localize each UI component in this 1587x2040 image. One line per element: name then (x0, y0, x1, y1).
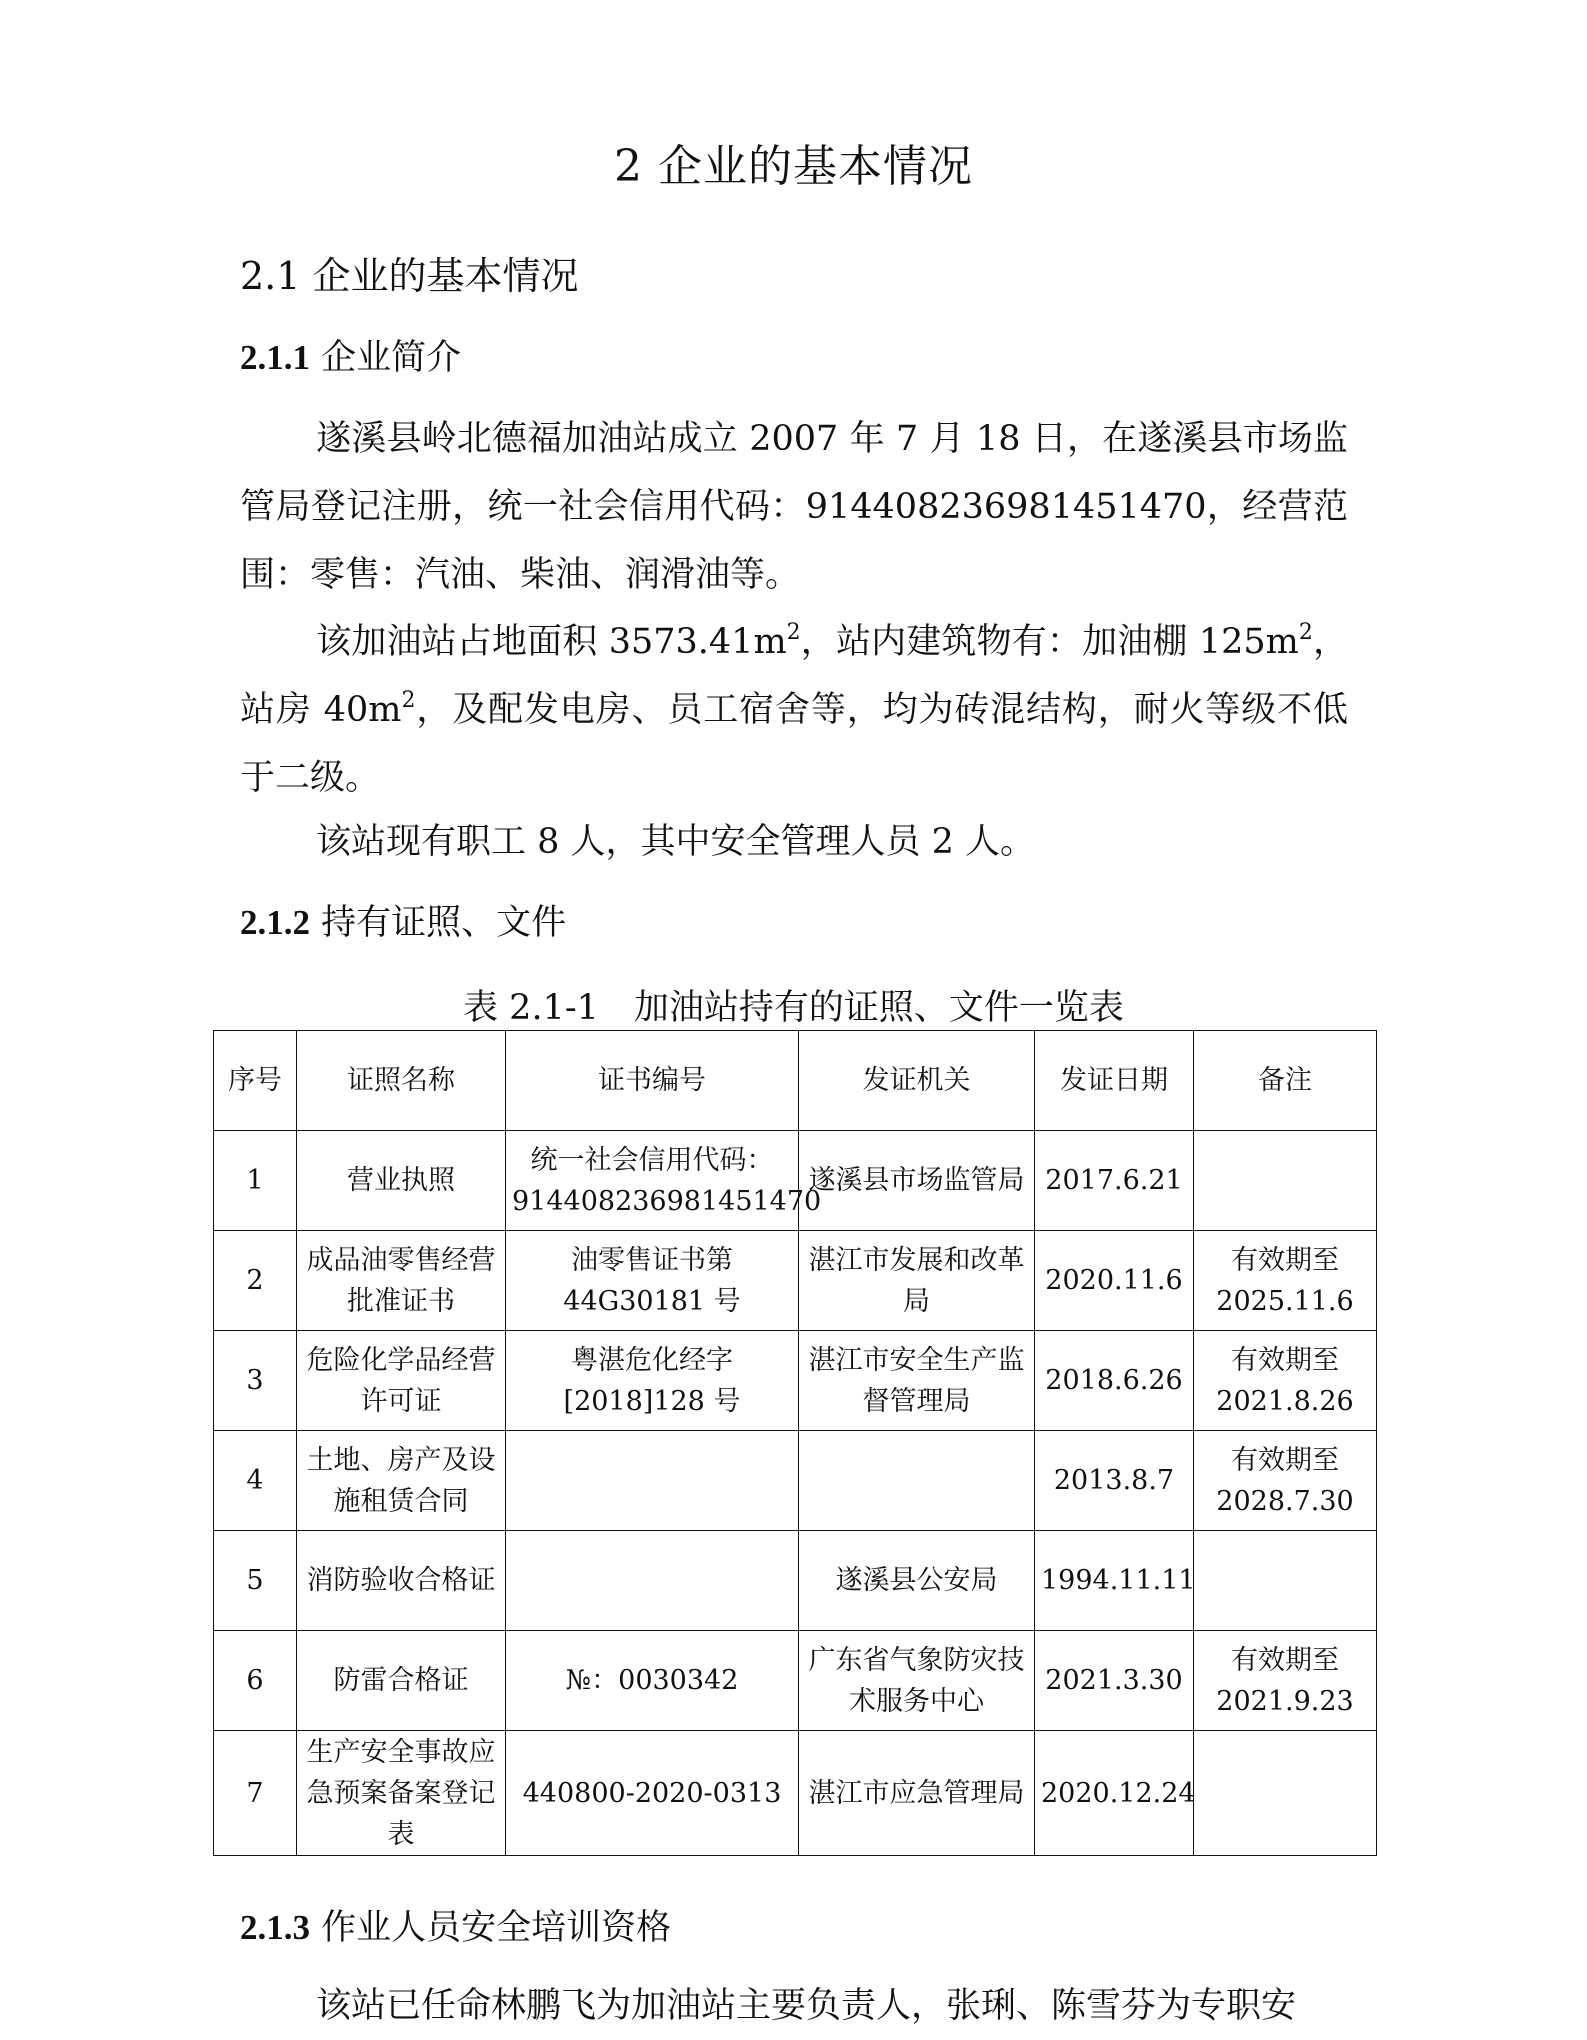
table-cell: 有效期至2021.9.23 (1194, 1631, 1377, 1731)
paragraph-staff (240, 808, 1348, 876)
table-cell: №：0030342 (506, 1631, 799, 1731)
header-cell: 发证日期 (1035, 1031, 1194, 1131)
header-cell: 备注 (1194, 1031, 1377, 1131)
header-cell: 序号 (214, 1031, 297, 1131)
table-cell: 有效期至2025.11.6 (1194, 1231, 1377, 1331)
table-cell: 2 (214, 1231, 297, 1331)
table-cell (506, 1531, 799, 1631)
paragraph-area-text-d: ，及配发电房、员工宿舍等，均为砖混结构，耐火等级不低于二级。 (240, 690, 1348, 798)
superscript: 2 (1298, 620, 1313, 645)
subsection-heading-2-1-1 (240, 330, 461, 380)
paragraph-intro-text: 遂溪县岭北德福加油站成立 2007 年 7 月 18 日，在遂溪县市场监管局登记注册，统一社会信用代码：914408236981451470，经营范围：零售：汽油、柴油、润滑油等。 (240, 419, 1348, 595)
subsection-title: 持有证照、文件 (310, 903, 567, 943)
subsection-heading-2-1-3 (240, 1900, 671, 1950)
paragraph-area (240, 608, 1348, 812)
table-cell: 5 (214, 1531, 297, 1631)
table-cell: 土地、房产及设施租赁合同 (297, 1431, 506, 1531)
table-cell: 遂溪县公安局 (799, 1531, 1035, 1631)
header-cell: 证照名称 (297, 1031, 506, 1131)
table-row (214, 1731, 1377, 1856)
table-cell: 2021.3.30 (1035, 1631, 1194, 1731)
table-cell: 2013.8.7 (1035, 1431, 1194, 1531)
table-cell (799, 1431, 1035, 1531)
table-row (214, 1231, 1377, 1331)
table-cell: 广东省气象防灾技术服务中心 (799, 1631, 1035, 1731)
paragraph-area-text-c: ，站房 40m (240, 622, 1348, 730)
header-cell: 发证机关 (799, 1031, 1035, 1131)
table-row (214, 1631, 1377, 1731)
table-row (214, 1331, 1377, 1431)
paragraph-training-text: 该站已任命林鹏飞为加油站主要负责人，张琍、陈雪芬为专职安 (316, 1986, 1297, 2026)
paragraph-staff-text: 该站现有职工 8 人，其中安全管理人员 2 人。 (316, 822, 1036, 862)
table-cell (1194, 1531, 1377, 1631)
table-row (214, 1531, 1377, 1631)
table-cell: 有效期至2021.8.26 (1194, 1331, 1377, 1431)
table-cell: 湛江市应急管理局 (799, 1731, 1035, 1856)
table-cell: 4 (214, 1431, 297, 1531)
table-cell: 统一社会信用代码：914408236981451470 (506, 1131, 799, 1231)
subsection-heading-2-1-2 (240, 895, 566, 945)
paragraph-area-text-a: 该加油站占地面积 3573.41m (316, 622, 787, 662)
table-cell: 湛江市发展和改革局 (799, 1231, 1035, 1331)
chapter-title: 2 企业的基本情况 (614, 141, 973, 192)
subsection-number: 2.1.2 (240, 903, 310, 942)
certificates-table (213, 1030, 1377, 1856)
subsection-title: 企业简介 (310, 338, 462, 378)
subsection-number: 2.1.3 (240, 1908, 310, 1947)
section-title: 2.1 企业的基本情况 (240, 254, 579, 298)
table-cell: 440800-2020-0313 (506, 1731, 799, 1856)
table-caption: 表 2.1-1 加油站持有的证照、文件一览表 (463, 988, 1124, 1028)
superscript: 2 (401, 688, 416, 713)
subsection-number: 2.1.1 (240, 338, 310, 377)
table-cell: 2017.6.21 (1035, 1131, 1194, 1231)
table-cell: 消防验收合格证 (297, 1531, 506, 1631)
table-cell: 2018.6.26 (1035, 1331, 1194, 1431)
table-cell: 2020.11.6 (1035, 1231, 1194, 1331)
table-row (214, 1431, 1377, 1531)
table-cell: 危险化学品经营许可证 (297, 1331, 506, 1431)
paragraph-area-text-b: ，站内建筑物有：加油棚 125m (800, 622, 1299, 662)
subsection-title: 作业人员安全培训资格 (310, 1908, 672, 1948)
table-cell: 2020.12.24 (1035, 1731, 1194, 1856)
superscript: 2 (786, 620, 801, 645)
table-cell: 湛江市安全生产监督管理局 (799, 1331, 1035, 1431)
table-cell: 6 (214, 1631, 297, 1731)
header-cell: 证书编号 (506, 1031, 799, 1131)
table-cell: 1994.11.11 (1035, 1531, 1194, 1631)
table-cell: 遂溪县市场监管局 (799, 1131, 1035, 1231)
table-cell: 油零售证书第44G30181 号 (506, 1231, 799, 1331)
paragraph-intro (240, 405, 1348, 609)
table-cell: 3 (214, 1331, 297, 1431)
table-cell (1194, 1131, 1377, 1231)
paragraph-training (240, 1972, 1348, 2040)
table-cell: 粤湛危化经字[2018]128 号 (506, 1331, 799, 1431)
table-cell (1194, 1731, 1377, 1856)
table-header-row (214, 1031, 1377, 1131)
table-cell: 1 (214, 1131, 297, 1231)
table-cell: 防雷合格证 (297, 1631, 506, 1731)
table-cell: 营业执照 (297, 1131, 506, 1231)
table-cell: 有效期至2028.7.30 (1194, 1431, 1377, 1531)
table-cell (506, 1431, 799, 1531)
table-row (214, 1131, 1377, 1231)
table-cell: 生产安全事故应急预案备案登记表 (297, 1731, 506, 1856)
table-cell: 成品油零售经营批准证书 (297, 1231, 506, 1331)
table-cell: 7 (214, 1731, 297, 1856)
